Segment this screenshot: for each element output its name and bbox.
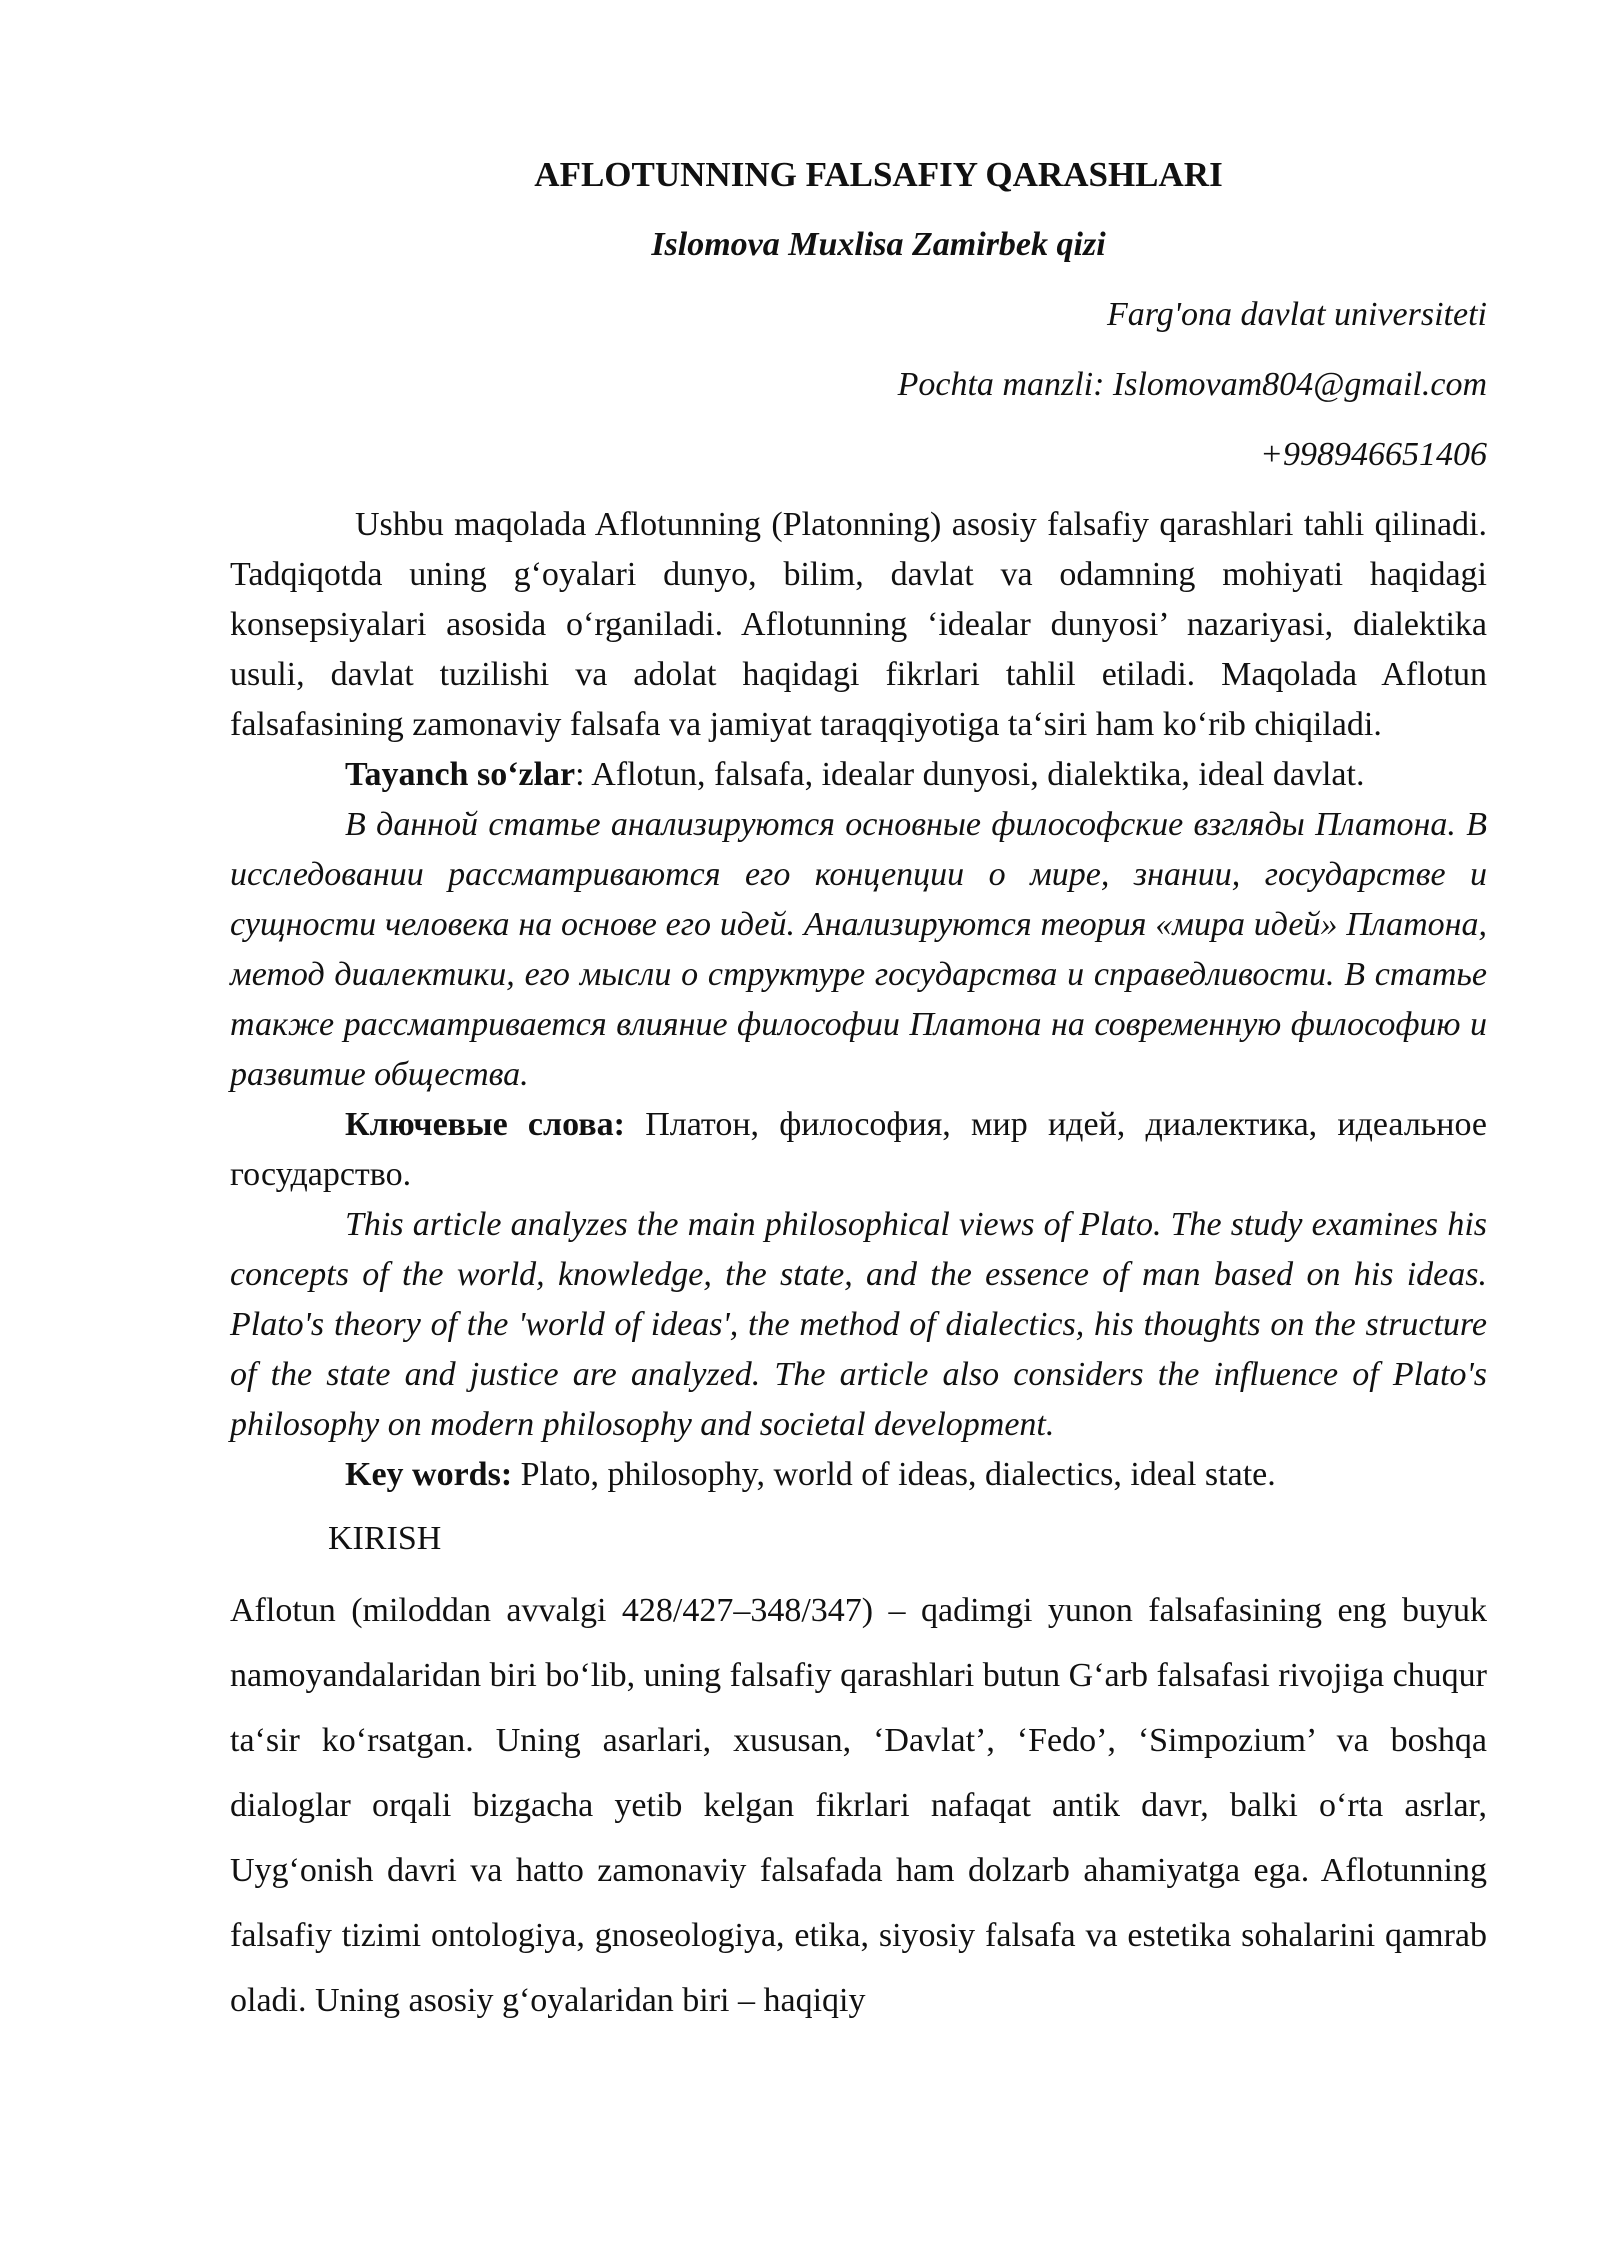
keywords-uzbek [230,750,1487,800]
keywords-russian [230,1100,1487,1200]
phone-line: +998946651406 [1260,436,1487,473]
keywords-uzbek-label: Tayanch so‘zlar [345,756,576,793]
article-title: AFLOTUNNING FALSAFIY QARASHLARI [534,155,1223,194]
keywords-english-label: Key words: [345,1456,513,1493]
document-page [230,150,1487,2033]
email-line: Pochta manzli: Islomovam804@gmail.com [897,366,1487,403]
introduction-paragraph: Aflotun (miloddan avvalgi 428/427–348/347) – qadimgi yunon falsafasining eng buyuk namoyandalaridan biri bo‘lib, uning falsafiy qarashlari butun G‘arb falsafasi rivojiga chuqur ta‘sir ko‘rsatgan. Uning asarlari, xususan, ‘Davlat’, ‘Fedo’, ‘Simpozium’ va boshqa dialoglar orqali bizgacha yetib kelgan fikrlari nafaqat antik davr, balki o‘rta asrlar, Uyg‘onish davri va hatto zamonaviy falsafada ham dolzarb ahamiyatga ega. Aflotunning falsafiy tizimi ontologiya, gnoseologiya, etika, siyosiy falsafa va estetika sohalarini qamrab oladi. Uning asosiy g‘oyalaridan biri – haqiqiy [230,1592,1487,2019]
affiliation: Farg'ona davlat universiteti [1107,296,1487,333]
keywords-uzbek-values: : Aflotun, falsafa, idealar dunyosi, dialektika, ideal davlat. [575,756,1365,793]
keywords-english-values: Plato, philosophy, world of ideas, dialectics, ideal state. [512,1456,1276,1493]
section-heading-introduction: KIRISH [328,1520,442,1557]
keywords-russian-values: Платон, философия, мир идей, диалектика, идеальное государство. [230,1106,1487,1193]
keywords-russian-label: Ключевые слова: [345,1106,625,1143]
abstract-russian: В данной статье анализируются основные философские взгляды Платона. В исследовании рассматриваются его концепции о мире, знании, государстве и сущности человека на основе его идей. Анализируются теория «мира идей» Платона, метод диалектики, его мысли о структуре государства и справедливости. В статье также рассматривается влияние философии Платона на современную философию и развитие общества. [230,806,1487,1093]
keywords-english [230,1450,1487,1500]
author-name: Islomova Muxlisa Zamirbek qizi [651,226,1106,263]
abstract-uzbek: Ushbu maqolada Aflotunning (Platonning) asosiy falsafiy qarashlari tahli qilinadi. Tadqiqotda uning g‘oyalari dunyo, bilim, davlat va odamning mohiyati haqidagi konsepsiyalari asosida o‘rganiladi. Aflotunning ‘idealar dunyosi’ nazariyasi, dialektika usuli, davlat tuzilishi va adolat haqidagi fikrlari tahlil etiladi. Maqolada Aflotun falsafasining zamonaviy falsafa va jamiyat taraqqiyotiga ta‘siri ham ko‘rib chiqiladi. [230,506,1487,743]
abstract-english: This article analyzes the main philosophical views of Plato. The study examines his concepts of the world, knowledge, the state, and the essence of man based on his ideas. Plato's theory of the 'world of ideas', the method of dialectics, his thoughts on the structure of the state and justice are analyzed. The article also considers the influence of Plato's philosophy on modern philosophy and societal development. [230,1206,1487,1443]
